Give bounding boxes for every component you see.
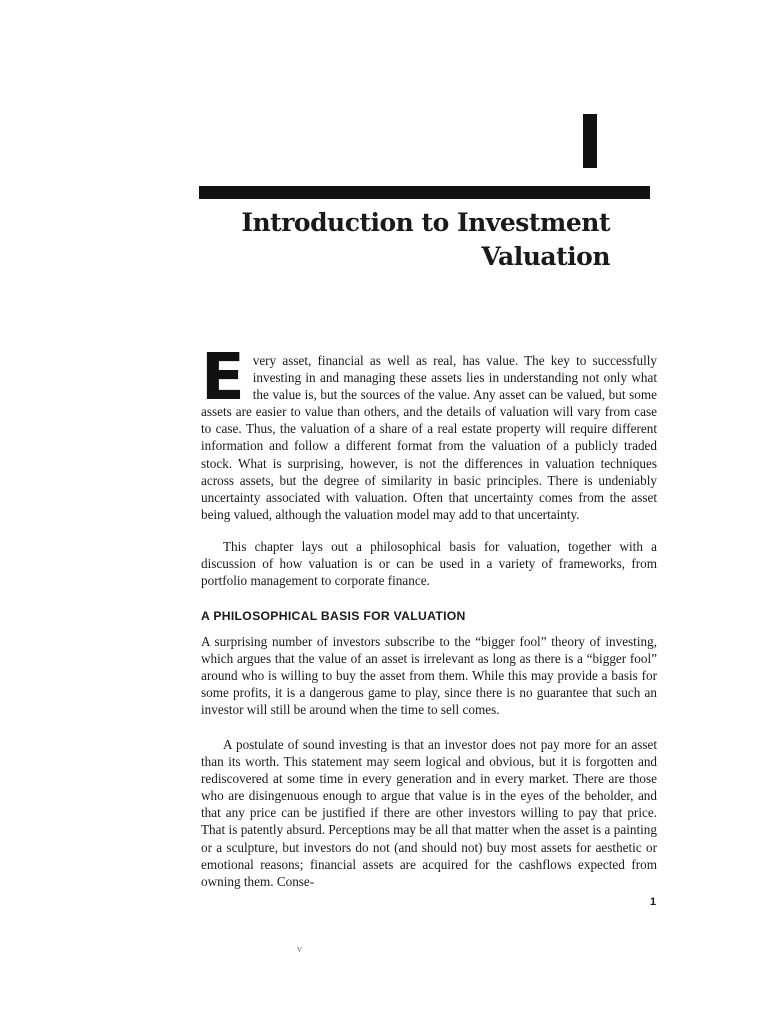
drop-cap: E bbox=[201, 341, 245, 415]
section-paragraph-2: A postulate of sound investing is that an investor does not pay more for an asset than its worth. This statement may seem logical and obvious, but it is forgotten and rediscovered at some time in every generation and in every market. There are those who are disingenuous enough to argue that value is in the eyes of the beholder, and that any price can be justified if there are other investors willing to pay that price. That is patently absurd. Perceptions may be all that matter when the asset is a painting or a sculpture, but investors do not (and should not) buy most assets for aesthetic or emotional reasons; financial assets are acquired for the cashflows expected from owning them. Conse- bbox=[201, 737, 657, 889]
section-paragraph-1: A surprising number of investors subscribe to the “bigger fool” theory of investing, which argues that the value of an asset is irrelevant as long as there is a “bigger fool” around who is willing to buy the asset from them. While this may provide a basis for some profits, it is a dangerous game to play, since there is no guarantee that such an investor will still be around when the time to sell comes. bbox=[201, 634, 657, 718]
intro-paragraph-1-text: very asset, financial as well as real, has value. The key to successfully investing in and managing these assets lies in understanding not only what the value is, but the sources of the value. Any asset can be valued, but some assets are easier to value than others, and the details of valuation will vary from case to case. Thus, the valuation of a share of a real estate property will require different information and follow a different format from the valuation of a publicly traded stock. What is surprising, however, is not the differences in valuation techniques across assets, but the degree of similarity in basic principles. There is undeniably uncertainty associated with valuation. Often that uncertainty comes from the asset being valued, although the valuation model may add to that uncertainty. bbox=[201, 353, 657, 522]
chapter-rule bbox=[199, 186, 650, 199]
intro-paragraph-2: This chapter lays out a philosophical basis for valuation, together with a discussion of how valuation is or can be used in a variety of frameworks, from portfolio management to corporate finance. bbox=[201, 539, 657, 589]
chapter-title bbox=[230, 206, 610, 274]
page-number: 1 bbox=[650, 896, 657, 908]
scan-mark: v bbox=[297, 944, 302, 955]
chapter-title-line1: Introduction to Investment bbox=[241, 208, 610, 237]
section-heading: A PHILOSOPHICAL BASIS FOR VALUATION bbox=[201, 609, 466, 623]
chapter-number bbox=[583, 114, 597, 168]
intro-paragraph-1 bbox=[201, 341, 657, 523]
chapter-title-line2: Valuation bbox=[481, 242, 610, 271]
